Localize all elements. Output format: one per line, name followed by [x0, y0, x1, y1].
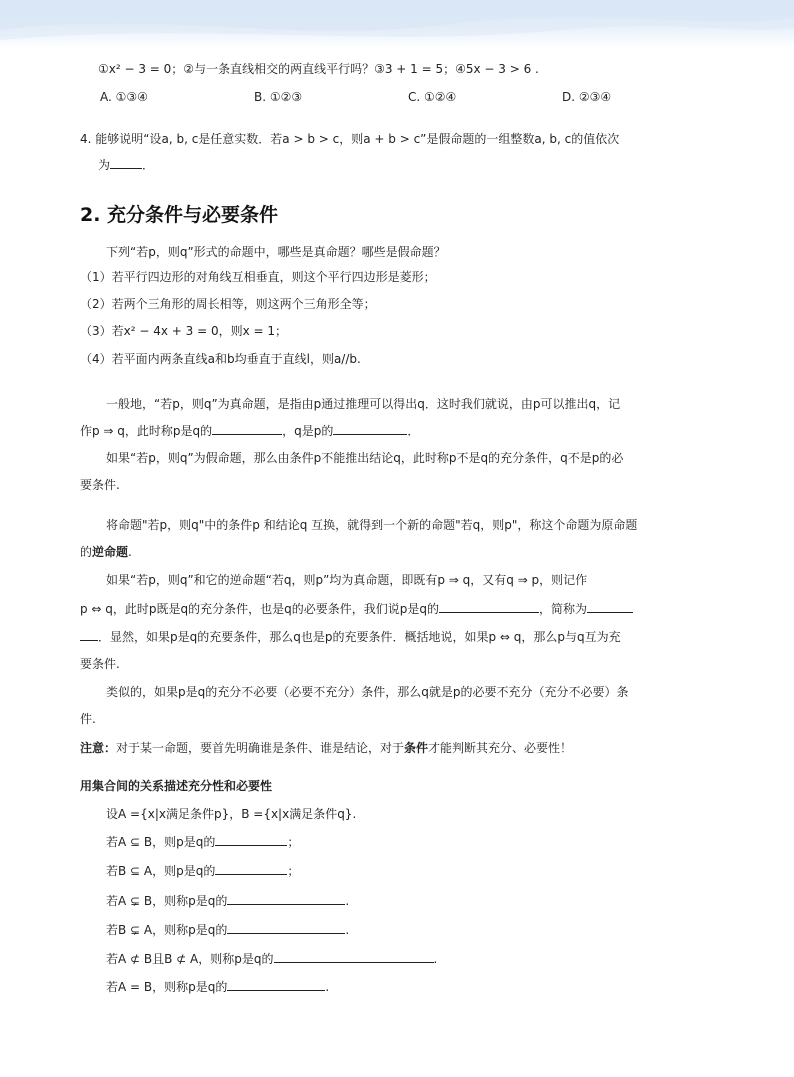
note-text-c: 才能判断其充分、必要性！ — [428, 741, 573, 755]
sets-row-3-blank[interactable] — [227, 892, 345, 905]
sets-define: 设A ={x|x满足条件p}，B ={x|x满足条件q}. — [106, 807, 357, 821]
note-text-bold: 条件 — [404, 741, 429, 755]
intro-item-4: （4）若平面内两条直线a和b均垂直于直线l，则a//b. — [80, 352, 361, 366]
q4-answer-blank[interactable] — [110, 156, 142, 169]
sets-row-2-end: ； — [287, 864, 300, 878]
sets-row-5-blank[interactable] — [274, 950, 434, 963]
intro-lead: 下列“若p，则q”形式的命题中，哪些是真命题？哪些是假命题？ — [106, 245, 446, 259]
sets-row-1-end: ； — [287, 835, 300, 849]
para2-line2: 要条件. — [80, 478, 120, 492]
sets-row-6 — [106, 978, 746, 996]
para4-line2 — [80, 600, 720, 618]
converse-term: 逆命题 — [92, 545, 129, 559]
sets-row-4-blank[interactable] — [227, 921, 345, 934]
sets-row-4-end: . — [345, 923, 350, 937]
para1-line2-a: 作p ⇒ q，此时称p是q的 — [80, 424, 213, 438]
para4-line2-b: ，简称为 — [539, 602, 588, 616]
iff-short-blank[interactable] — [587, 600, 633, 613]
sets-row-1-blank[interactable] — [215, 833, 287, 846]
section-title: 2. 充分条件与必要条件 — [80, 204, 279, 226]
sets-row-6-text: 若A = B，则称p是q的 — [106, 980, 228, 994]
sets-row-5-end: . — [433, 952, 438, 966]
para4-line3-text: ．显然，如果p是q的充要条件，那么q也是p的充要条件．概括地说，如果p ⇔ q，那么p与q互为充 — [98, 630, 621, 644]
para1-line2-c: ． — [407, 424, 420, 438]
note — [80, 739, 720, 757]
intro-item-2: （2）若两个三角形的周长相等，则这两个三角形全等； — [80, 297, 376, 311]
sets-row-5-text: 若A ⊄ B且B ⊄ A，则称p是q的 — [106, 952, 274, 966]
note-label: 注意： — [80, 741, 117, 755]
sets-heading: 用集合间的关系描述充分性和必要性 — [80, 779, 273, 793]
q4-line1: 4. 能够说明“设a, b, c是任意实数．若a > b > c，则a + b > c”是假命题的一组整数a, b, c的值依次 — [80, 132, 620, 146]
page-header-band — [0, 0, 794, 48]
sets-row-2-blank[interactable] — [215, 862, 287, 875]
intro-item-3: （3）若x² − 4x + 3 = 0，则x = 1； — [80, 324, 288, 338]
sets-row-3 — [106, 892, 746, 910]
para5-line1: 类似的，如果p是q的充分不必要（必要不充分）条件，那么q就是p的必要不充分（充分不必要）条 — [106, 685, 629, 699]
intro-item-1: （1）若平行四边形的对角线互相垂直，则这个平行四边形是菱形； — [80, 270, 436, 284]
iff-short-blank-cont[interactable] — [80, 628, 98, 641]
para1-line2-b: ，q是p的 — [282, 424, 334, 438]
para4-line2-a: p ⇔ q，此时p既是q的充分条件，也是q的必要条件，我们说p是q的 — [80, 602, 440, 616]
para4-line3 — [80, 628, 720, 646]
necessary-blank[interactable] — [333, 422, 407, 435]
para5-line2: 件. — [80, 712, 96, 726]
para1-line2 — [80, 422, 720, 440]
note-text-a: 对于某一命题，要首先明确谁是条件、谁是结论，对于 — [116, 741, 405, 755]
sets-row-2-text: 若B ⊆ A，则p是q的 — [106, 864, 216, 878]
sets-row-1 — [106, 833, 746, 851]
para3-line2-a: 的 — [80, 545, 93, 559]
q3-choice-d[interactable]: D. ②③④ — [562, 90, 612, 104]
q4-line2 — [98, 156, 738, 174]
para3-line2-c: . — [128, 545, 132, 559]
sets-row-3-end: . — [345, 894, 350, 908]
q4-line2-end: ． — [142, 158, 155, 172]
q3-choice-b[interactable]: B. ①②③ — [254, 90, 303, 104]
sets-row-3-text: 若A ⊊ B，则称p是q的 — [106, 894, 228, 908]
para3-line2 — [80, 543, 720, 561]
sets-row-4-text: 若B ⊊ A，则称p是q的 — [106, 923, 228, 937]
iff-blank[interactable] — [439, 600, 539, 613]
q3-stem: ①x² − 3 = 0；②与一条直线相交的两直线平行吗？③3 + 1 = 5；④5x − 3 > 6 . — [98, 62, 539, 76]
sets-row-2 — [106, 862, 746, 880]
para4-line1: 如果“若p，则q”和它的逆命题“若q，则p”均为真命题，即既有p ⇒ q，又有q ⇒ p，则记作 — [106, 573, 588, 587]
sets-row-6-end: . — [325, 980, 330, 994]
q3-choice-a[interactable]: A. ①③④ — [100, 90, 148, 104]
para3-line1: 将命题"若p，则q"中的条件p 和结论q 互换，就得到一个新的命题"若q，则p"，称这个命题为原命题 — [106, 518, 638, 532]
header-wave-decoration — [0, 0, 794, 48]
sets-row-5 — [106, 950, 746, 968]
para4-line4: 要条件. — [80, 657, 120, 671]
q4-line2-text: 为 — [98, 158, 111, 172]
para2-line1: 如果“若p，则q”为假命题，那么由条件p不能推出结论q，此时称p不是q的充分条件，q不是p的必 — [106, 451, 624, 465]
q3-choice-c[interactable]: C. ①②④ — [408, 90, 457, 104]
sets-row-1-text: 若A ⊆ B，则p是q的 — [106, 835, 216, 849]
sets-row-6-blank[interactable] — [227, 978, 325, 991]
sufficient-blank[interactable] — [212, 422, 282, 435]
para1-line1: 一般地，“若p，则q”为真命题，是指由p通过推理可以得出q．这时我们就说，由p可以推出q，记 — [106, 397, 621, 411]
sets-row-4 — [106, 921, 746, 939]
